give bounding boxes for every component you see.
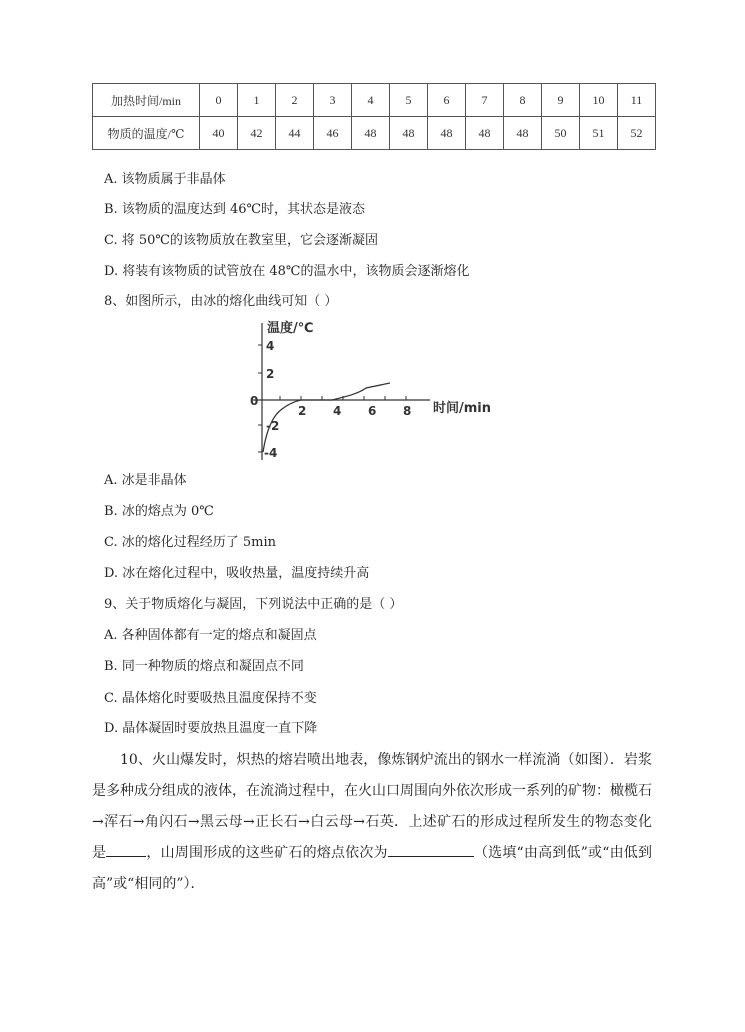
table-header-temperature: 物质的温度/℃ [93, 117, 200, 150]
table-cell: 7 [466, 84, 504, 117]
table-cell: 0 [200, 84, 238, 117]
table-cell: 48 [390, 117, 428, 150]
q10-part1: 10、火山爆发时，炽热的熔岩喷出地表，像炼钢炉流出的钢水一样流淌（如图）．岩浆是多种成分组成的液体，在流淌过程中，在火山口周围向外依次形成一系列的矿物：橄榄石→浑石→角闪石→黑云母→正长石→白云母→石英．上述矿石的形成过程所发生的物态变化是 [92, 752, 652, 861]
table-cell: 44 [276, 117, 314, 150]
q10-blank-1[interactable] [106, 842, 146, 857]
q8-option-c: C. 冰的熔化过程经历了 5min [104, 535, 277, 550]
q9-option-b: B. 同一种物质的熔点和凝固点不同 [104, 659, 304, 674]
table-cell: 42 [238, 117, 276, 150]
graph-x-tick-label: 4 [333, 404, 342, 418]
data-table-container [92, 83, 656, 150]
q7-option-b: B. 该物质的温度达到 46℃时，其状态是液态 [104, 202, 366, 217]
graph-y-tick-label: -2 [266, 419, 280, 433]
q10-part2: ，山周围形成的这些矿石的熔点依次为 [146, 845, 388, 861]
ice-melting-graph [248, 315, 508, 465]
graph-y-tick-label: 4 [266, 339, 275, 353]
graph-x-tick-label: 6 [368, 404, 377, 418]
table-row [93, 84, 656, 117]
q9-option-c: C. 晶体熔化时要吸热且温度保持不变 [104, 691, 317, 706]
table-cell: 1 [238, 84, 276, 117]
q7-option-c: C. 将 50℃的该物质放在教室里，它会逐渐凝固 [104, 233, 378, 248]
q8-option-d: D. 冰在熔化过程中，吸收热量，温度持续升高 [104, 566, 370, 581]
table-cell: 46 [314, 117, 352, 150]
table-cell: 48 [504, 117, 542, 150]
q9-stem: 9、关于物质熔化与凝固，下列说法中正确的是（ ） [104, 597, 403, 612]
graph-x-tick-label: 8 [403, 404, 412, 418]
graph-origin-label: 0 [250, 394, 259, 408]
table-cell: 3 [314, 84, 352, 117]
q9-option-a: A. 各种固体都有一定的熔点和凝固点 [104, 628, 317, 643]
graph-y-tick-label: 2 [266, 367, 275, 381]
q8-option-a: A. 冰是非晶体 [104, 473, 187, 488]
table-cell: 8 [504, 84, 542, 117]
heating-data-table [92, 83, 656, 150]
q8-stem: 8、如图所示，由冰的熔化曲线可知（ ） [104, 294, 338, 309]
table-cell: 48 [466, 117, 504, 150]
q9-option-d: D. 晶体凝固时要放热且温度一直下降 [104, 721, 318, 736]
table-cell: 2 [276, 84, 314, 117]
q8-option-b: B. 冰的熔点为 0℃ [104, 504, 214, 519]
table-cell: 11 [618, 84, 656, 117]
table-cell: 48 [428, 117, 466, 150]
table-cell: 10 [580, 84, 618, 117]
graph-x-tick-label: 2 [298, 404, 307, 418]
q10-blank-2[interactable] [388, 842, 474, 857]
graph-y-tick-label: -4 [264, 446, 278, 460]
table-header-time: 加热时间/min [93, 84, 200, 117]
table-cell: 4 [352, 84, 390, 117]
q7-option-d: D. 将装有该物质的试管放在 48℃的温水中，该物质会逐渐熔化 [104, 264, 470, 279]
q7-option-a: A. 该物质属于非晶体 [104, 172, 226, 187]
table-cell: 51 [580, 117, 618, 150]
table-cell: 40 [200, 117, 238, 150]
table-cell: 6 [428, 84, 466, 117]
graph-y-label: 温度/℃ [267, 321, 314, 336]
table-row [93, 117, 656, 150]
q10-text [92, 745, 652, 900]
table-cell: 50 [542, 117, 580, 150]
q10-question [92, 745, 652, 900]
table-cell: 9 [542, 84, 580, 117]
graph-x-label: 时间/min [433, 401, 492, 416]
table-cell: 5 [390, 84, 428, 117]
table-cell: 48 [352, 117, 390, 150]
q10-part3: （选填“由高到低”或“由低到高”或“相同的”）． [92, 845, 653, 892]
table-cell: 52 [618, 117, 656, 150]
